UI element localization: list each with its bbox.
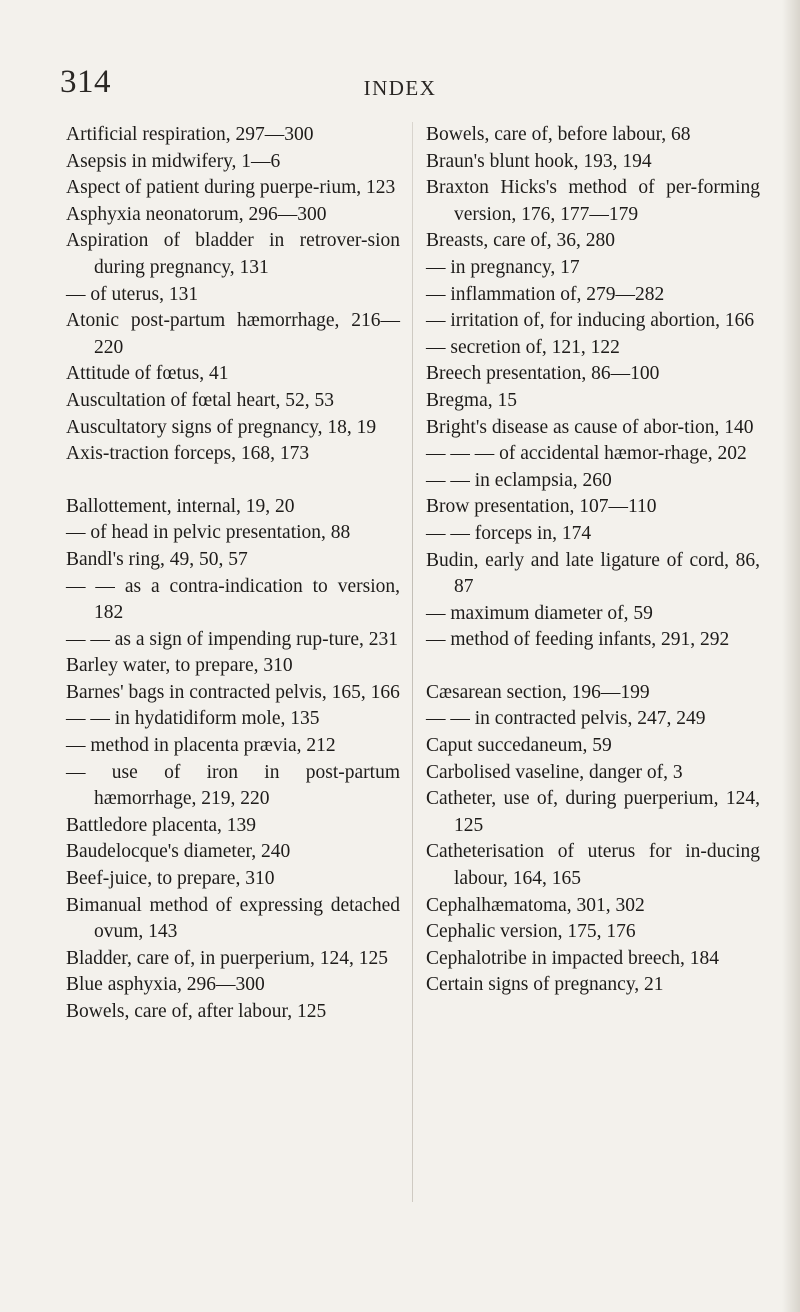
index-entry: Beef-juice, to prepare, 310 xyxy=(66,868,275,890)
index-entry: Auscultation of fœtal heart, 52, 53 xyxy=(66,389,335,411)
index-entry: Bowels, care of, before labour, 68 xyxy=(426,124,691,145)
index-entry: — inflammation of, 279—282 xyxy=(426,283,665,305)
index-entry: — — forceps in, 174 xyxy=(426,522,592,544)
index-entry: Asepsis in midwifery, 1—6 xyxy=(66,150,281,172)
index-entry: — secretion of, 121, 122 xyxy=(426,336,620,358)
index-entry: — irritation of, for inducing abortion, 166 xyxy=(426,310,755,332)
index-entry: Bandl's ring, 49, 50, 57 xyxy=(66,548,248,570)
index-entry: Carbolised vaseline, danger of, 3 xyxy=(426,761,683,783)
index-entry: Brow presentation, 107—110 xyxy=(426,496,657,518)
index-entry: Bright's disease as cause of abor-tion, 140 xyxy=(426,416,754,438)
index-entry: — — in eclampsia, 260 xyxy=(426,469,612,491)
index-entry: Breech presentation, 86—100 xyxy=(426,363,660,385)
index-entry: Axis-traction forceps, 168, 173 xyxy=(66,443,310,465)
index-entry: — method in placenta prævia, 212 xyxy=(66,735,336,757)
index-entry: Budin, early and late ligature of cord, 86, 87 xyxy=(426,549,760,598)
index-entry: — — — of accidental hæmor-rhage, 202 xyxy=(426,443,747,465)
index-entry: Asphyxia neonatorum, 296—300 xyxy=(66,203,327,225)
index-entry: — — in contracted pelvis, 247, 249 xyxy=(426,708,706,730)
page-edge-shadow xyxy=(782,0,800,1312)
index-entry: Bladder, care of, in puerperium, 124, 125 xyxy=(66,947,388,969)
index-column-left xyxy=(66,122,400,1026)
index-entry: Caput succedaneum, 59 xyxy=(426,735,612,757)
page-number: 314 xyxy=(60,64,111,100)
index-entry: Braun's blunt hook, 193, 194 xyxy=(426,150,652,172)
page-header xyxy=(0,0,800,110)
index-entry: Bregma, 15 xyxy=(426,389,517,411)
index-entry: Catheter, use of, during puerperium, 124, 125 xyxy=(426,788,760,836)
index-entry: Certain signs of pregnancy, 21 xyxy=(426,974,664,996)
index-entry: — maximum diameter of, 59 xyxy=(426,602,653,624)
index-entry: Cephalic version, 175, 176 xyxy=(426,921,636,943)
index-entry: Aspect of patient during puerpe-rium, 123 xyxy=(66,177,396,199)
index-entry: — — as a contra-indication to version, 182 xyxy=(66,575,400,624)
section-gap xyxy=(66,468,400,494)
index-entry: Catheterisation of uterus for in-ducing labour, 164, 165 xyxy=(426,841,760,890)
index-entry: — use of iron in post-partum hæmorrhage, 219, 220 xyxy=(66,761,400,810)
index-column-right xyxy=(426,122,760,999)
index-entry: Barley water, to prepare, 310 xyxy=(66,655,293,677)
index-entry: — method of feeding infants, 291, 292 xyxy=(426,629,730,651)
index-entry: Artificial respiration, 297—300 xyxy=(66,124,314,145)
index-entry: — in pregnancy, 17 xyxy=(426,256,580,278)
section-gap xyxy=(426,654,760,680)
index-entry: Ballottement, internal, 19, 20 xyxy=(66,495,295,517)
running-head: INDEX xyxy=(363,76,437,100)
index-entry: Cephalhæmatoma, 301, 302 xyxy=(426,894,645,916)
index-entry: Battledore placenta, 139 xyxy=(66,814,257,836)
index-entry: Cæsarean section, 196—199 xyxy=(426,681,650,703)
index-entry: Cephalotribe in impacted breech, 184 xyxy=(426,947,719,969)
index-entry: Blue asphyxia, 296—300 xyxy=(66,974,265,996)
index-entry: Bimanual method of expressing detached ovum, 143 xyxy=(66,894,400,943)
index-entry: Breasts, care of, 36, 280 xyxy=(426,230,615,252)
index-entry: Bowels, care of, after labour, 125 xyxy=(66,1001,327,1022)
index-entry: Baudelocque's diameter, 240 xyxy=(66,841,291,863)
index-entry: Braxton Hicks's method of per-forming version, 176, 177—179 xyxy=(426,177,760,225)
index-entry: Attitude of fœtus, 41 xyxy=(66,363,229,385)
index-entry: — — in hydatidiform mole, 135 xyxy=(66,708,320,730)
index-entry: Atonic post-partum hæmorrhage, 216—220 xyxy=(66,310,400,358)
index-entry: Aspiration of bladder in retrover-sion during pregnancy, 131 xyxy=(66,230,400,278)
column-divider xyxy=(412,122,413,1202)
index-entry: — of uterus, 131 xyxy=(66,283,199,305)
index-entry: Auscultatory signs of pregnancy, 18, 19 xyxy=(66,416,377,438)
index-entry: — — as a sign of impending rup-ture, 231 xyxy=(66,628,398,650)
index-entry: Barnes' bags in contracted pelvis, 165, 166 xyxy=(66,681,400,703)
index-entry: — of head in pelvic presentation, 88 xyxy=(66,522,351,544)
